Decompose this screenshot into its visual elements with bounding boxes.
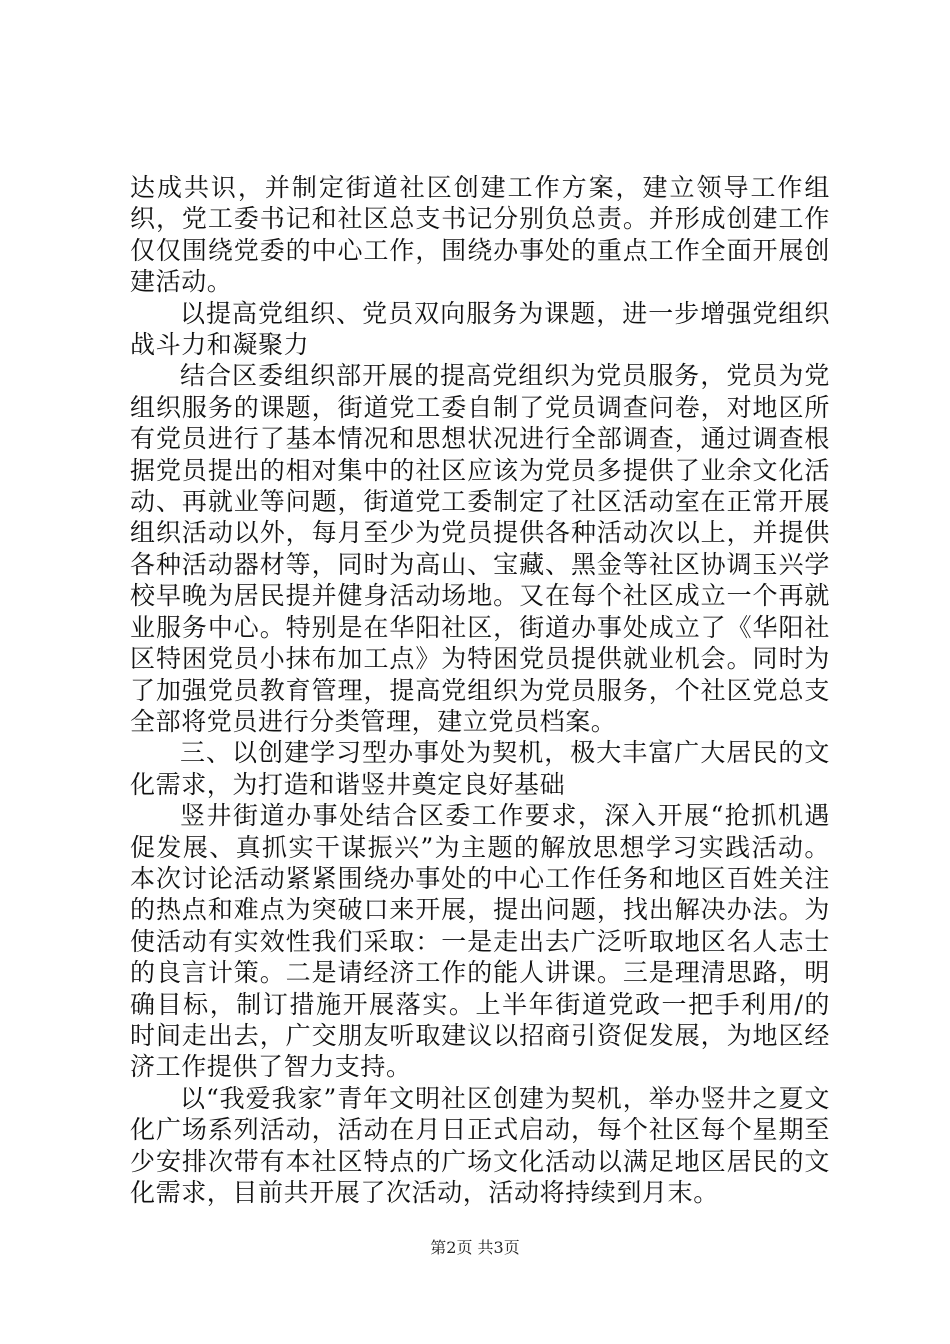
page-number-footer: 第2页 共3页 bbox=[430, 1238, 520, 1257]
paragraph-2: 以提高党组织、党员双向服务为课题，进一步增强党组织战斗力和凝聚力 bbox=[130, 298, 830, 360]
paragraph-6: 以“我爱我家”青年文明社区创建为契机，举办竖井之夏文化广场系列活动，活动在月日正式启动，每个社区每个星期至少安排次带有本社区特点的广场文化活动以满足地区居民的文化需求，目前共开展了次活动，活动将持续到月末。 bbox=[130, 1083, 830, 1207]
paragraph-3: 结合区委组织部开展的提高党组织为党员服务，党员为党组织服务的课题，街道党工委自制了党员调查问卷，对地区所有党员进行了基本情况和思想状况进行全部调查，通过调查根据党员提出的相对集中的社区应该为党员多提供了业余文化活动、再就业等问题，街道党工委制定了社区活动室在正常开展组织活动以外，每月至少为党员提供各种活动次以上，并提供各种活动器材等，同时为高山、宝藏、黑金等社区协调玉兴学校早晚为居民提并健身活动场地。又在每个社区成立一个再就业服务中心。特别是在华阳社区，街道办事处成立了《华阳社区特困党员小抹布加工点》为特困党员提供就业机会。同时为了加强党员教育管理，提高党组织为党员服务，个社区党总支全部将党员进行分类管理，建立党员档案。 bbox=[130, 361, 830, 736]
paragraph-4: 三、以创建学习型办事处为契机，极大丰富广大居民的文化需求，为打造和谐竖井奠定良好基础 bbox=[130, 738, 830, 799]
paragraph-1: 达成共识，并制定街道社区创建工作方案，建立领导工作组织，党工委书记和社区总支书记分别负总责。并形成创建工作仅仅围绕党委的中心工作，围绕办事处的重点工作全面开展创建活动。 bbox=[130, 173, 830, 297]
paragraph-5: 竖井街道办事处结合区委工作要求，深入开展“抢抓机遇促发展、真抓实干谋振兴”为主题的解放思想学习实践活动。本次讨论活动紧紧围绕办事处的中心工作任务和地区百姓关注的热点和难点为突破口来开展，提出问题，找出解决办法。为使活动有实效性我们采取：一是走出去广泛听取地区名人志士的良言计策。二是请经济工作的能人讲课。三是理清思路，明确目标，制订措施开展落实。上半年街道党政一把手利用/的时间走出去，广交朋友听取建议以招商引资促发展，为地区经济工作提供了智力支持。 bbox=[130, 801, 830, 1082]
document-body bbox=[130, 172, 830, 1208]
